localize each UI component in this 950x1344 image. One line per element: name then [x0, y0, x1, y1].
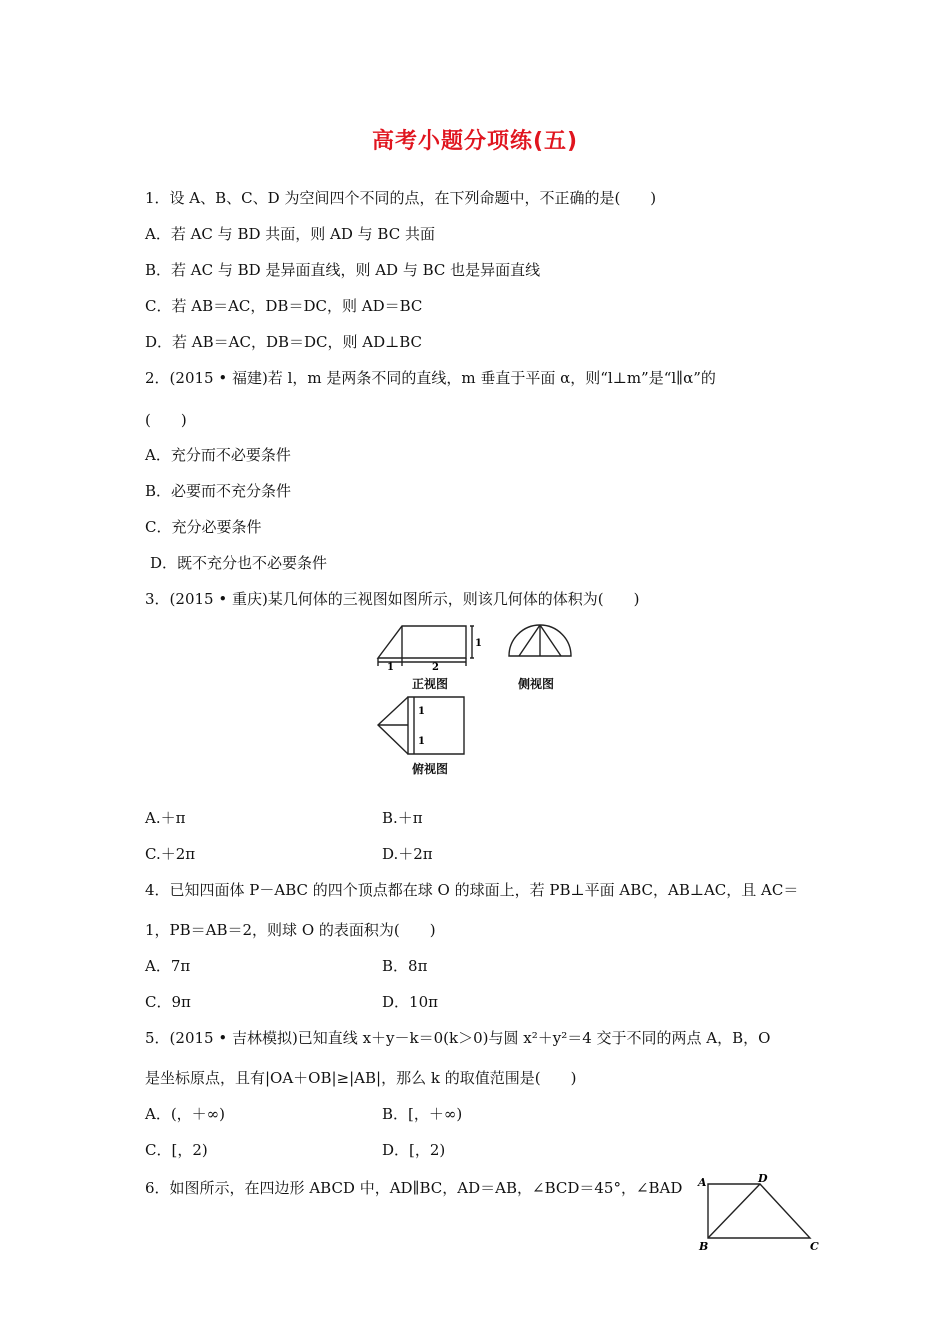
side-view-figure [505, 620, 575, 662]
q2-option-b: B．必要而不充分条件 [145, 482, 292, 500]
q5-option-a: A．(，＋∞) [145, 1105, 226, 1123]
q3-option-d: D.＋2π [382, 845, 433, 863]
q4-option-c: C．9π [145, 993, 191, 1011]
q1-option-c: C．若 AB＝AC，DB＝DC，则 AD＝BC [145, 297, 423, 315]
quadrilateral-figure [694, 1172, 824, 1254]
q1-option-a: A．若 AC 与 BD 共面，则 AD 与 BC 共面 [145, 225, 435, 243]
q1-option-d: D．若 AB＝AC，DB＝DC，则 AD⊥BC [145, 333, 423, 351]
front-view-label: 正视图 [412, 677, 449, 691]
q3-stem: 3．(2015 • 重庆)某几何体的三视图如图所示，则该几何体的体积为( ) [145, 590, 640, 608]
front-view-figure [372, 618, 482, 674]
point-c-label: C [810, 1240, 819, 1253]
q4-option-a: A．7π [145, 957, 191, 975]
q3-option-a: A.＋π [145, 809, 186, 827]
q4-option-b: B．8π [382, 957, 428, 975]
side-view-label: 侧视图 [518, 677, 555, 691]
q5-option-c: C．[，2) [145, 1141, 208, 1159]
q5-option-d: D．[，2) [382, 1141, 446, 1159]
q1-stem: 1．设 A、B、C、D 为空间四个不同的点，在下列命题中，不正确的是( ) [145, 189, 657, 207]
page-title: 高考小题分项练(五) [371, 129, 579, 154]
q2-option-a: A．充分而不必要条件 [145, 446, 291, 464]
point-a-label: A [698, 1176, 707, 1189]
q2-stem: 2．(2015 • 福建)若 l，m 是两条不同的直线，m 垂直于平面 α，则“l⊥m”是“l∥α”的 [145, 369, 716, 387]
top-view-figure [372, 694, 472, 758]
q2-option-d: D．既不充分也不必要条件 [150, 554, 328, 572]
q3-option-b: B.＋π [382, 809, 423, 827]
q5-stem-line2: 是坐标原点，且有|OA＋OB|≥|AB|，那么 k 的取值范围是( ) [145, 1069, 577, 1087]
q4-stem-line1: 4．已知四面体 P－ABC 的四个顶点都在球 O 的球面上，若 PB⊥平面 ABC，AB⊥AC，且 AC＝ [145, 881, 799, 899]
front-dim-2: 2 [432, 662, 439, 673]
front-dim-height: 1 [475, 638, 482, 649]
q1-option-b: B．若 AC 与 BD 是异面直线，则 AD 与 BC 也是异面直线 [145, 261, 541, 279]
point-d-label: D [758, 1172, 768, 1185]
q5-option-b: B．[，＋∞) [382, 1105, 463, 1123]
top-view-label: 俯视图 [412, 762, 449, 776]
top-dim-upper: 1 [418, 706, 425, 717]
point-b-label: B [699, 1240, 709, 1253]
q4-stem-line2: 1，PB＝AB＝2，则球 O 的表面积为( ) [145, 921, 436, 939]
q4-option-d: D．10π [382, 993, 438, 1011]
q5-stem-line1: 5．(2015 • 吉林模拟)已知直线 x＋y－k＝0(k＞0)与圆 x²＋y²＝4 交于不同的两点 A，B，O [145, 1029, 771, 1047]
q2-paren: ( ) [145, 411, 187, 429]
top-dim-lower: 1 [418, 736, 425, 747]
q2-option-c: C．充分必要条件 [145, 518, 262, 536]
q6-stem: 6．如图所示，在四边形 ABCD 中，AD∥BC，AD＝AB，∠BCD＝45°，∠BAD [145, 1179, 683, 1197]
q3-option-c: C.＋2π [145, 845, 196, 863]
front-dim-1: 1 [387, 662, 394, 673]
